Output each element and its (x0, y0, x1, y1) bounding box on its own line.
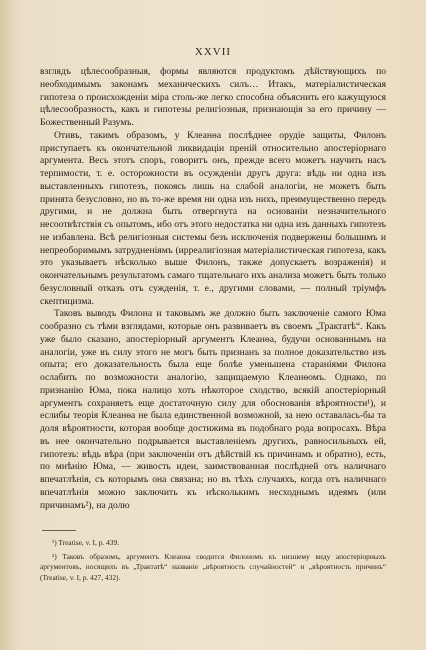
footnote-divider (42, 530, 76, 531)
paragraph-3: Таковъ выводъ Филона и таковымъ же должно быть заключеніе самого Юма сообразно съ тѣми взглядами, которые онъ развиваетъ въ своемъ „Трактатѣ“. Какъ уже было сказано, апостеріорный аргументъ Клеанѳа, будучи основаннымъ на аналогіи, уже въ силу этого не могъ быть признанъ за полное доказательство изъ опыта; его доказательность была еще болѣе уменьшена стараніями Филона ослабить по возможности аналогію, защищаемую Клеанѳомъ. Однако, по признанію Юма, пока налицо хоть нѣкоторое сходство, всякій апостеріорный аргументъ сохраняетъ еще достаточную силу для обоснованія вѣроятности¹), и еслибы теорія Клеанѳа не была единственной возможной, за нею оставалась-бы та доля вѣроятности, которая вообще достижима въ подобнаго рода вопросахъ. Вѣра въ нее окончательно подрывается выставленіемъ другихъ, равносильныхъ ей, гипотезъ: вѣдь вѣра (при заключеніи отъ дѣйствій къ причинамъ и обратно), есть, по мнѣнію Юма, — живость идеи, заимствованная послѣдней отъ наличнаго впечатлѣнія, съ которымъ она связана; но въ тѣхъ случаяхъ, когда отъ наличнаго впечатлѣнія можно заключить къ нѣсколькимъ несходнымъ идеямъ (или причинамъ²), на долю (40, 308, 386, 511)
main-text (40, 66, 386, 512)
page-number: XXVII (194, 46, 232, 58)
footnotes (40, 538, 386, 587)
footnote-2: ²) Таковъ образомъ, аргументъ Клеанѳа сводится Филономъ къ низшему виду апостеріорныхъ аргументовъ, носящихъ въ „Трактатѣ“ названіе „вѣроятность случайностей“ и „вѣроятность причинъ“ (Treatise, v. I, p. 427, 432). (40, 552, 386, 582)
paragraph-2: Отивъ, такимъ образомъ, у Клеанѳа послѣднее орудіе защиты, Филонъ приступаетъ къ окончательной ликвидаціи преній относительно апостеріорнаго аргумента. Весь этотъ споръ, говоритъ онъ, прежде всего можетъ научить насъ терпимости, т. е. осторожности въ осужденіи другъ друга: вѣдь ни одна изъ выставленныхъ гипотезъ, покоясь лишь на слабой аналогіи, не можетъ быть принята безусловно, но въ то-же время ни одна изъ нихъ, преимущественно передъ другими, и не должна быть отвергнута на основаніи незначительного несоотвѣтствія съ опытомъ, ибо отъ этого недостатка ни одна изъ данныхъ гипотезъ не избавлена. Всѣ религіозныя системы безъ исключенія подвержены большимъ и непреоборимымъ затрудненіямъ (ирреалигіозная матеріалистическая гипотеза, какъ это указываетъ нѣсколько выше Филонъ, также допускаетъ возраженія) и окончательнымъ результатомъ самаго тщательнаго ихъ анализа можетъ быть только безусловный отказъ отъ сужденія, т. е., другими словами, — полный тріумфъ скептицизма. (40, 129, 386, 307)
paragraph-1: взглядъ цѣлесообразныя, формы являются продуктомъ дѣйствующихъ по необходимымъ законамъ механическихъ силъ… Итакъ, матеріалистическая гипотеза о происхожденіи міра столь-же легко способна объяснить его кажущуюся цѣлесообразность, какъ и гипотезы религіозныя, признающія за его причину — Божественный Разумъ. (40, 66, 386, 128)
footnote-1: ¹) Treatise, v. I, p. 439. (52, 538, 120, 547)
